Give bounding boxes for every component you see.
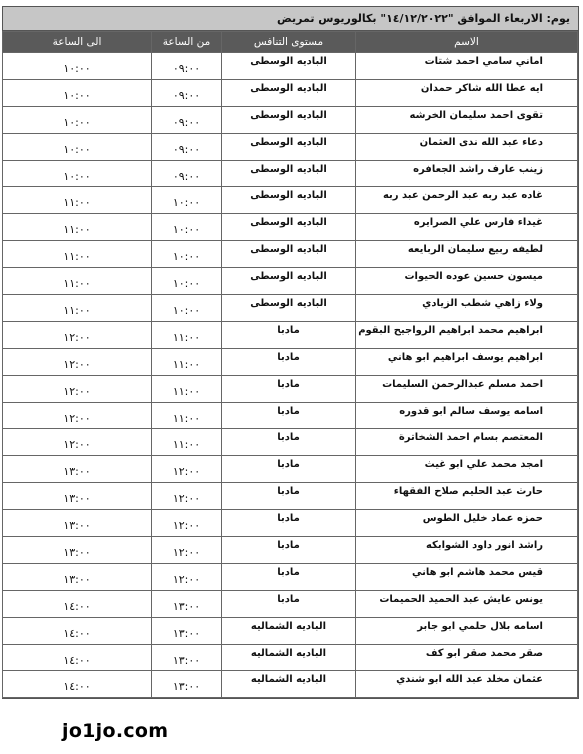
student-name-cell: غيداء فارس علي الصرايره xyxy=(356,214,578,241)
student-name-cell: عثمان مخلد عبد الله ابو شندي xyxy=(356,671,578,698)
competition-level-cell: مادبا xyxy=(222,375,356,402)
student-name-cell: ابراهيم يوسف ابراهيم ابو هاني xyxy=(356,348,578,375)
table-row xyxy=(3,53,578,80)
to-time-cell: ١٠:٠٠ xyxy=(3,160,152,187)
from-time-cell: ١١:٠٠ xyxy=(152,321,222,348)
from-time-cell: ١٣:٠٠ xyxy=(152,590,222,617)
from-time-cell: ١٠:٠٠ xyxy=(152,295,222,322)
competition-level-cell: الباديه الوسطى xyxy=(222,241,356,268)
to-time-cell: ١٤:٠٠ xyxy=(3,617,152,644)
to-time-cell: ١٢:٠٠ xyxy=(3,321,152,348)
from-time-cell: ١١:٠٠ xyxy=(152,348,222,375)
from-time-cell: ٠٩:٠٠ xyxy=(152,79,222,106)
from-time-cell: ١٠:٠٠ xyxy=(152,268,222,295)
table-row xyxy=(3,537,578,564)
from-time-cell: ٠٩:٠٠ xyxy=(152,106,222,133)
from-time-cell: ١٣:٠٠ xyxy=(152,617,222,644)
table-row xyxy=(3,321,578,348)
column-header-to: الى الساعة xyxy=(3,32,152,53)
table-row xyxy=(3,483,578,510)
competition-level-cell: مادبا xyxy=(222,348,356,375)
column-header-name: الاسم xyxy=(356,32,578,53)
competition-level-cell: مادبا xyxy=(222,590,356,617)
student-name-cell: احمد مسلم عبدالرحمن السليمات xyxy=(356,375,578,402)
page-title: يوم: الاربعاء الموافق "١٤/١٢/٢٠٢٢" بكالوريوس تمريض xyxy=(3,7,578,31)
to-time-cell: ١٣:٠٠ xyxy=(3,483,152,510)
to-time-cell: ١٤:٠٠ xyxy=(3,644,152,671)
table-row xyxy=(3,160,578,187)
to-time-cell: ١٢:٠٠ xyxy=(3,402,152,429)
to-time-cell: ١٣:٠٠ xyxy=(3,537,152,564)
from-time-cell: ١٢:٠٠ xyxy=(152,537,222,564)
to-time-cell: ١١:٠٠ xyxy=(3,214,152,241)
table-row xyxy=(3,402,578,429)
table-row xyxy=(3,644,578,671)
to-time-cell: ١٠:٠٠ xyxy=(3,133,152,160)
from-time-cell: ٠٩:٠٠ xyxy=(152,53,222,80)
to-time-cell: ١٢:٠٠ xyxy=(3,348,152,375)
competition-level-cell: الباديه الوسطى xyxy=(222,295,356,322)
table-body xyxy=(3,53,578,698)
from-time-cell: ١٣:٠٠ xyxy=(152,644,222,671)
to-time-cell: ١٣:٠٠ xyxy=(3,456,152,483)
to-time-cell: ١٤:٠٠ xyxy=(3,671,152,698)
from-time-cell: ٠٩:٠٠ xyxy=(152,133,222,160)
to-time-cell: ١٢:٠٠ xyxy=(3,375,152,402)
student-name-cell: زينب عارف راشد الجعافره xyxy=(356,160,578,187)
from-time-cell: ١١:٠٠ xyxy=(152,402,222,429)
from-time-cell: ١٢:٠٠ xyxy=(152,563,222,590)
student-name-cell: ابراهيم محمد ابراهيم الرواجيح البقوم xyxy=(356,321,578,348)
to-time-cell: ١٣:٠٠ xyxy=(3,563,152,590)
competition-level-cell: الباديه الشماليه xyxy=(222,617,356,644)
to-time-cell: ١١:٠٠ xyxy=(3,295,152,322)
to-time-cell: ١٤:٠٠ xyxy=(3,590,152,617)
schedule-sheet xyxy=(2,6,579,699)
competition-level-cell: مادبا xyxy=(222,563,356,590)
site-watermark: jo1jo.com xyxy=(62,720,169,742)
from-time-cell: ١٠:٠٠ xyxy=(152,214,222,241)
table-row xyxy=(3,375,578,402)
student-name-cell: دعاء عبد الله ندى العثمان xyxy=(356,133,578,160)
from-time-cell: ١٢:٠٠ xyxy=(152,456,222,483)
student-name-cell: المعتصم بسام احمد الشخاترة xyxy=(356,429,578,456)
from-time-cell: ١٠:٠٠ xyxy=(152,241,222,268)
student-name-cell: تقوى احمد سليمان الخرشه xyxy=(356,106,578,133)
table-row xyxy=(3,133,578,160)
table-row xyxy=(3,429,578,456)
table-row xyxy=(3,295,578,322)
competition-level-cell: مادبا xyxy=(222,429,356,456)
table-row xyxy=(3,79,578,106)
competition-level-cell: الباديه الشماليه xyxy=(222,671,356,698)
competition-level-cell: مادبا xyxy=(222,510,356,537)
to-time-cell: ١٠:٠٠ xyxy=(3,53,152,80)
table-row xyxy=(3,187,578,214)
competition-level-cell: الباديه الشماليه xyxy=(222,644,356,671)
student-name-cell: صقر محمد صقر ابو كف xyxy=(356,644,578,671)
table-row xyxy=(3,563,578,590)
table-row xyxy=(3,348,578,375)
table-row xyxy=(3,106,578,133)
to-time-cell: ١٢:٠٠ xyxy=(3,429,152,456)
from-time-cell: ١٢:٠٠ xyxy=(152,510,222,537)
competition-level-cell: الباديه الوسطى xyxy=(222,214,356,241)
table-row xyxy=(3,671,578,698)
competition-level-cell: الباديه الوسطى xyxy=(222,53,356,80)
table-row xyxy=(3,510,578,537)
student-name-cell: حارث عبد الحليم صلاح الفقهاء xyxy=(356,483,578,510)
to-time-cell: ١٠:٠٠ xyxy=(3,106,152,133)
student-name-cell: امجد محمد علي ابو غيث xyxy=(356,456,578,483)
from-time-cell: ١٠:٠٠ xyxy=(152,187,222,214)
student-name-cell: اماني سامي احمد شتات xyxy=(356,53,578,80)
table-row xyxy=(3,268,578,295)
student-name-cell: يونس عايش عبد الحميد الحميمات xyxy=(356,590,578,617)
student-name-cell: ولاء زاهي شطب الزيادي xyxy=(356,295,578,322)
competition-level-cell: الباديه الوسطى xyxy=(222,187,356,214)
student-name-cell: اسامه بلال حلمي ابو جابر xyxy=(356,617,578,644)
competition-level-cell: مادبا xyxy=(222,483,356,510)
competition-level-cell: الباديه الوسطى xyxy=(222,106,356,133)
table-row xyxy=(3,214,578,241)
competition-level-cell: مادبا xyxy=(222,321,356,348)
table-row xyxy=(3,590,578,617)
from-time-cell: ١٢:٠٠ xyxy=(152,483,222,510)
table-header-row xyxy=(3,32,578,53)
student-name-cell: حمزه عماد خليل الطوس xyxy=(356,510,578,537)
from-time-cell: ١١:٠٠ xyxy=(152,429,222,456)
student-name-cell: لطيفه ربيع سليمان الربايعه xyxy=(356,241,578,268)
competition-level-cell: الباديه الوسطى xyxy=(222,79,356,106)
student-name-cell: ايه عطا الله شاكر حمدان xyxy=(356,79,578,106)
competition-level-cell: مادبا xyxy=(222,537,356,564)
column-header-level: مستوى التنافس xyxy=(222,32,356,53)
to-time-cell: ١٠:٠٠ xyxy=(3,79,152,106)
student-name-cell: راشد انور داود الشوابكه xyxy=(356,537,578,564)
from-time-cell: ١٣:٠٠ xyxy=(152,671,222,698)
table-row xyxy=(3,456,578,483)
competition-level-cell: الباديه الوسطى xyxy=(222,133,356,160)
to-time-cell: ١٣:٠٠ xyxy=(3,510,152,537)
student-name-cell: غاده عبد ربه عبد الرحمن عبد ربه xyxy=(356,187,578,214)
from-time-cell: ٠٩:٠٠ xyxy=(152,160,222,187)
table-row xyxy=(3,241,578,268)
table-row xyxy=(3,617,578,644)
competition-level-cell: الباديه الوسطى xyxy=(222,160,356,187)
competition-level-cell: الباديه الوسطى xyxy=(222,268,356,295)
to-time-cell: ١١:٠٠ xyxy=(3,268,152,295)
competition-level-cell: مادبا xyxy=(222,402,356,429)
to-time-cell: ١١:٠٠ xyxy=(3,241,152,268)
student-name-cell: ميسون حسين عوده الحيوات xyxy=(356,268,578,295)
competition-level-cell: مادبا xyxy=(222,456,356,483)
student-name-cell: اسامه يوسف سالم ابو قدوره xyxy=(356,402,578,429)
from-time-cell: ١١:٠٠ xyxy=(152,375,222,402)
schedule-table xyxy=(2,31,578,698)
column-header-from: من الساعة xyxy=(152,32,222,53)
student-name-cell: قيس محمد هاشم ابو هاني xyxy=(356,563,578,590)
to-time-cell: ١١:٠٠ xyxy=(3,187,152,214)
